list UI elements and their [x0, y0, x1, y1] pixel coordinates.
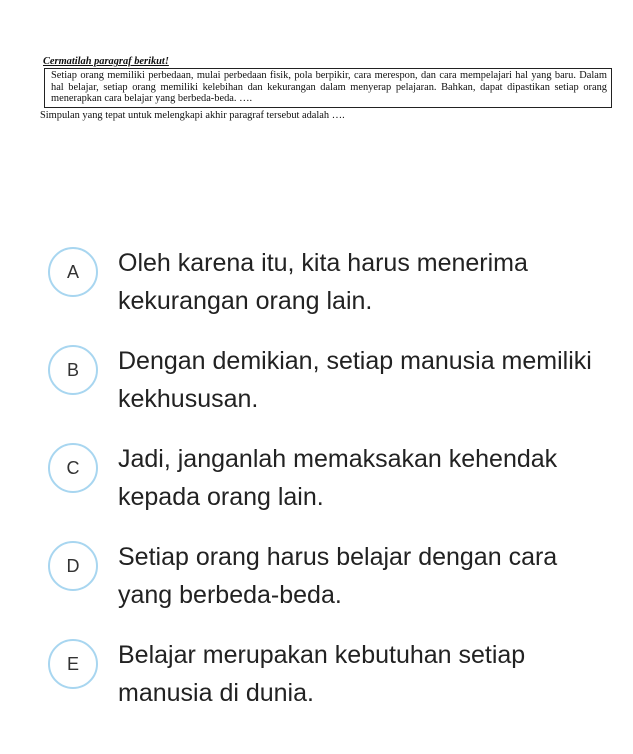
- option-e[interactable]: [40, 636, 620, 734]
- option-e-letter[interactable]: E: [48, 639, 98, 689]
- option-a-text[interactable]: Oleh karena itu, kita harus menerima kekurangan orang lain.: [118, 249, 528, 315]
- passage-box: Setiap orang memiliki perbedaan, mulai perbedaan fisik, pola berpikir, cara merespon, dan cara mempelajari hal yang baru. Dalam hal belajar, setiap orang memiliki kelebihan dan kekurangan dalam menyerap pelajaran. Bahkan, dapat dipastikan setiap orang menerapkan cara belajar yang berbeda-beda. ….: [44, 68, 612, 108]
- question-prompt: Simpulan yang tepat untuk melengkapi akhir paragraf tersebut adalah ….: [40, 109, 345, 121]
- option-b[interactable]: [40, 342, 620, 440]
- answer-options: [40, 244, 620, 734]
- option-d-text[interactable]: Setiap orang harus belajar dengan cara yang berbeda-beda.: [118, 543, 558, 609]
- option-d[interactable]: [40, 538, 620, 636]
- option-c-text[interactable]: Jadi, janganlah memaksakan kehendak kepada orang lain.: [118, 445, 558, 511]
- option-c-letter[interactable]: C: [48, 443, 98, 493]
- option-b-letter[interactable]: B: [48, 345, 98, 395]
- option-b-text[interactable]: Dengan demikian, setiap manusia memiliki kekhususan.: [118, 347, 592, 413]
- question-instruction: Cermatilah paragraf berikut!: [43, 56, 169, 67]
- option-a-letter[interactable]: A: [48, 247, 98, 297]
- option-a[interactable]: [40, 244, 620, 342]
- option-e-text[interactable]: Belajar merupakan kebutuhan setiap manusia di dunia.: [118, 641, 526, 707]
- option-d-letter[interactable]: D: [48, 541, 98, 591]
- option-c[interactable]: [40, 440, 620, 538]
- question-image: [40, 56, 614, 122]
